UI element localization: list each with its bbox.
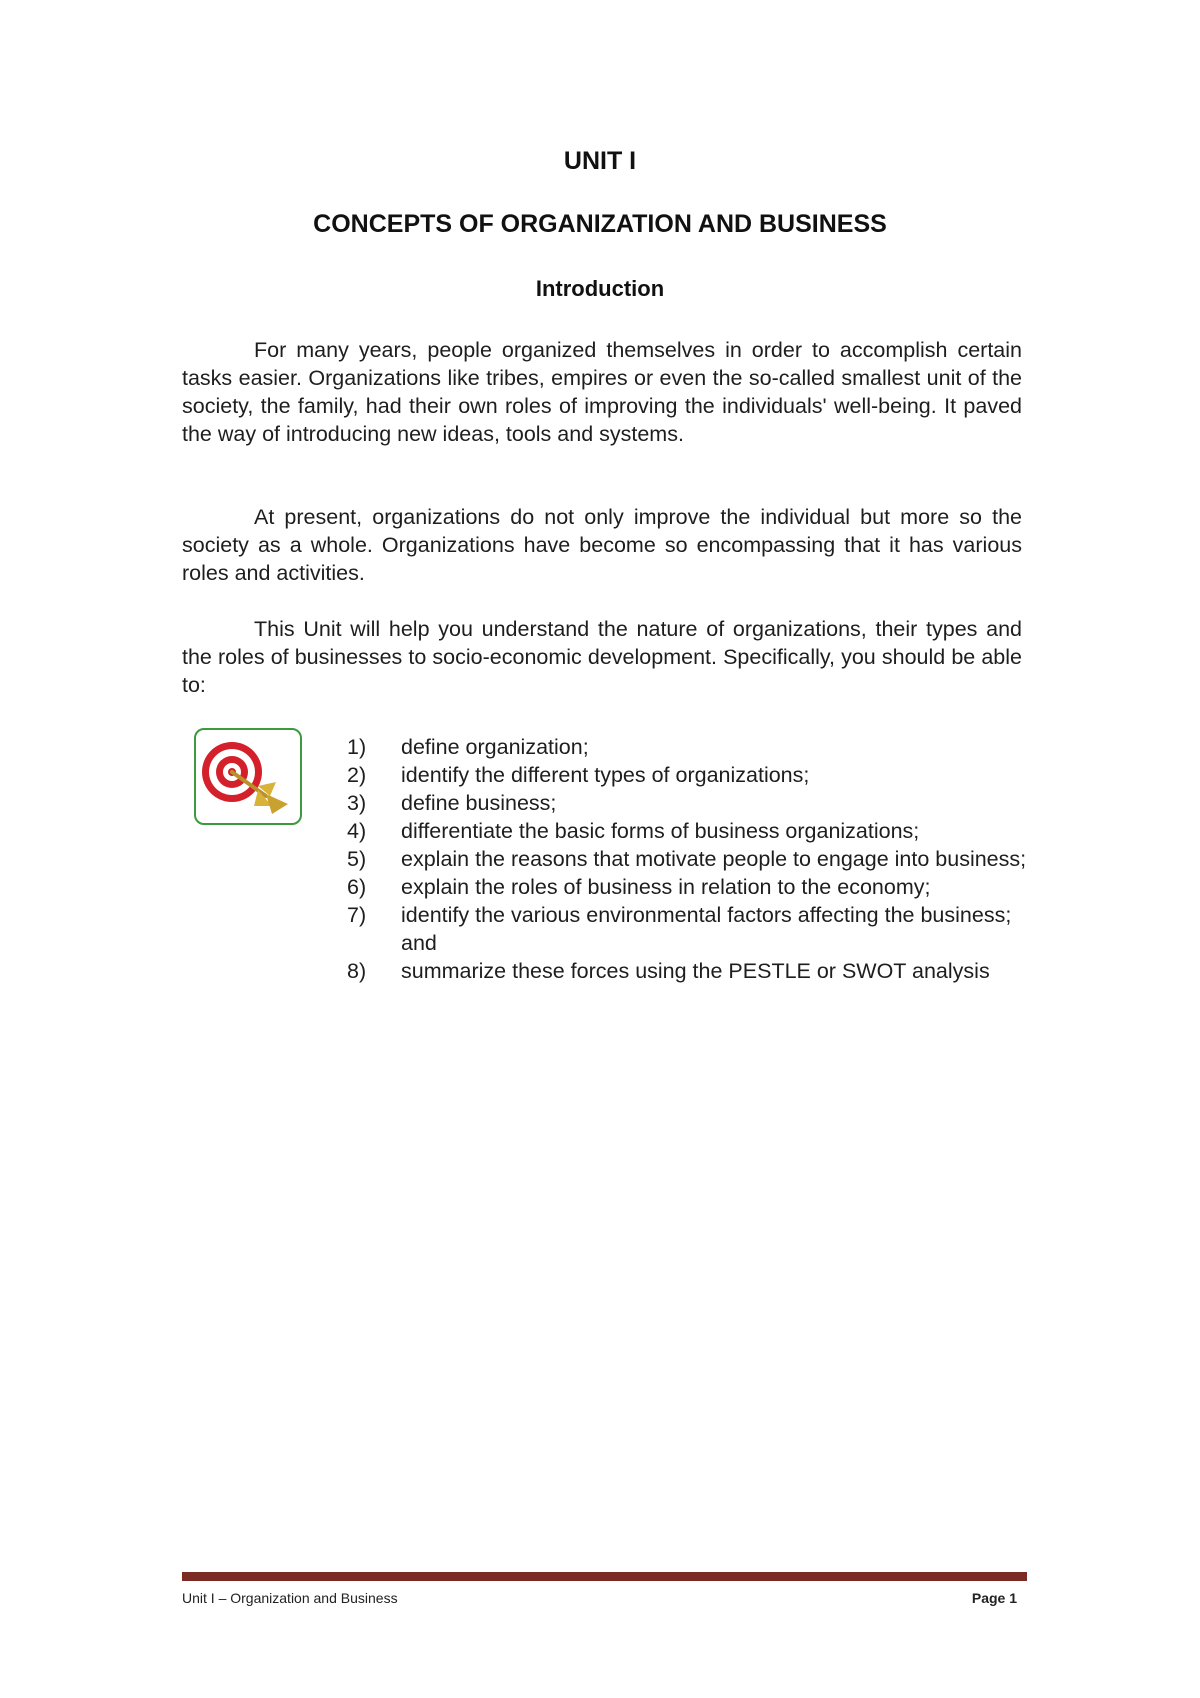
page-number: Page 1	[971, 1590, 1017, 1606]
footer-title: Unit I – Organization and Business	[182, 1590, 398, 1606]
list-item: 8) summarize these forces using the PESTLE or SWOT analysis	[347, 959, 990, 983]
objectives-list	[347, 733, 1027, 985]
list-item: 2) identify the different types of organizations;	[347, 763, 810, 787]
paragraph-3: This Unit will help you understand the nature of organizations, their types and the roles of businesses to socio-economic development. Specifically, you should be able to:	[182, 617, 1022, 697]
target-dart-icon	[194, 728, 302, 825]
unit-label: UNIT I	[563, 147, 637, 175]
footer-divider	[182, 1572, 1027, 1581]
paragraph-1: For many years, people organized themselves in order to accomplish certain tasks easier. Organizations like tribes, empires or even the so-called smallest unit of the society, the family, had their own roles of improving the individuals' well-being. It paved the way of introducing new ideas, tools and systems.	[182, 338, 1022, 446]
page-title: CONCEPTS OF ORGANIZATION AND BUSINESS	[313, 210, 887, 238]
list-item: 6) explain the roles of business in relation to the economy;	[347, 875, 931, 899]
list-item: 7) identify the various environmental factors affecting the business; and	[347, 903, 1012, 955]
list-item: 1) define organization;	[347, 735, 589, 759]
paragraph-2: At present, organizations do not only improve the individual but more so the society as a whole. Organizations have become so encompassing that it has various roles and activities.	[182, 505, 1022, 585]
list-item: 3) define business;	[347, 791, 557, 815]
section-heading: Introduction	[535, 276, 665, 301]
list-item: 5) explain the reasons that motivate people to engage into business;	[347, 847, 1027, 871]
list-item: 4) differentiate the basic forms of business organizations;	[347, 819, 920, 843]
